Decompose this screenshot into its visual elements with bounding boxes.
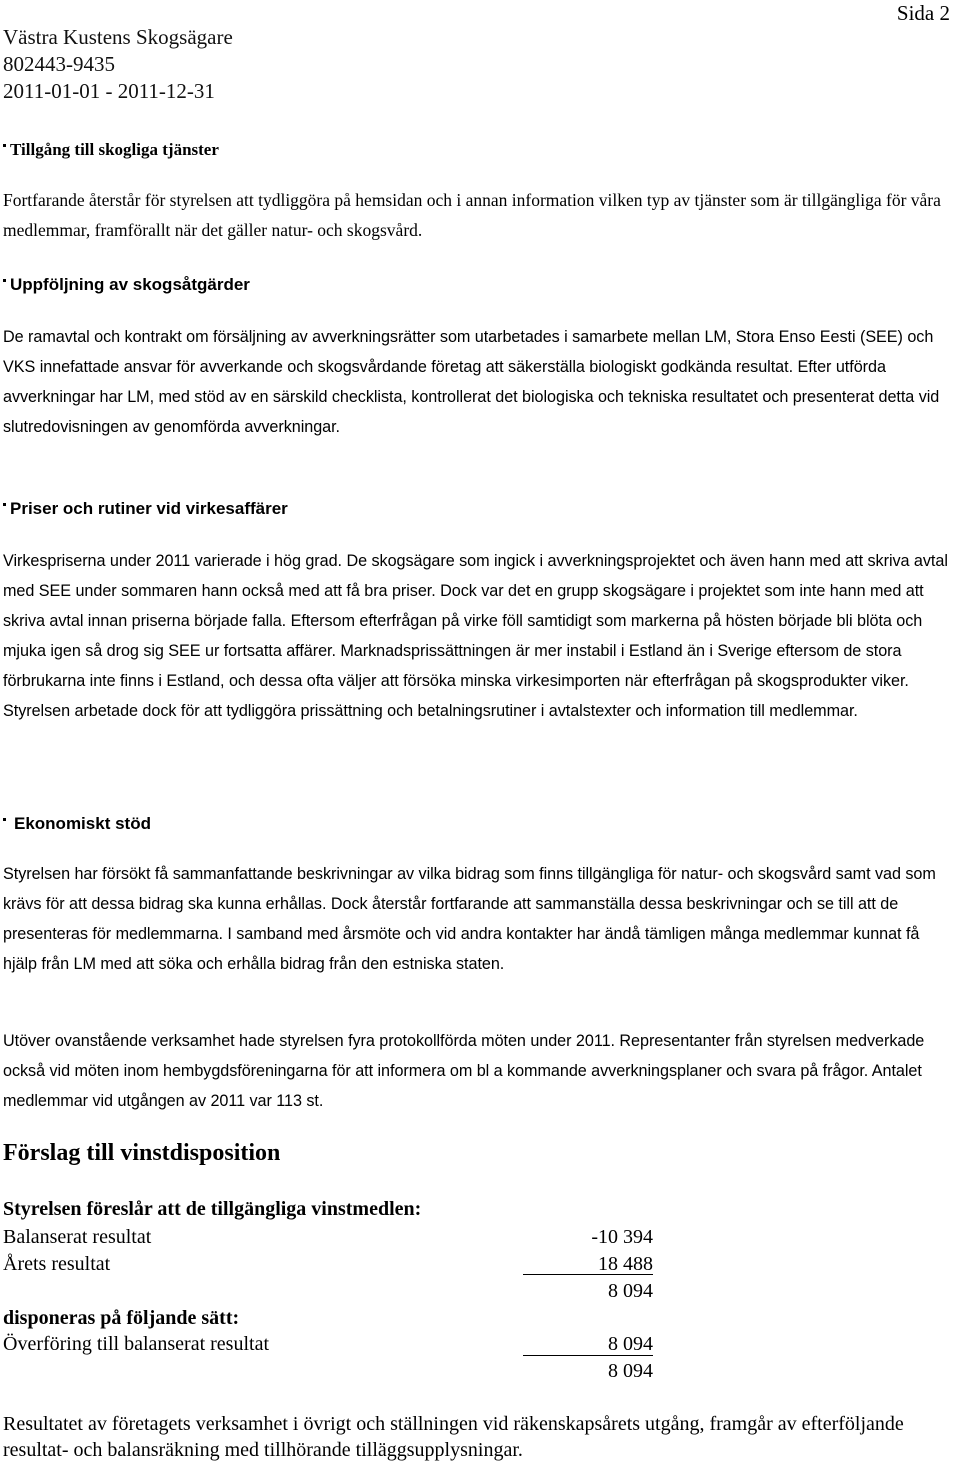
- row-value: 8 094: [608, 1360, 653, 1382]
- dispose-heading: disponeras på följande sätt:: [3, 1307, 240, 1329]
- row-label: Överföring till balanserat resultat: [3, 1333, 270, 1355]
- section-heading-prices: [3, 498, 288, 520]
- prices-paragraph: Virkespriserna under 2011 varierade i hög grad. De skogsägare som ingick i avverkningsprojektet och även hann med att skriva avtal med SEE under sommaren hann också med att få bra priser. Dock var det en grupp skogsägare i projektet som inte hann med att skriva avtal innan priserna började falla. Eftersom efterfrågan på virke föll samtidigt som markerna på hösten började bli blöta och mjuka igen så drog sig SEE ur fortsatta affärer. Marknadsprissättningen är mer instabil i Estland än i Sverige eftersom de stora förbrukarna inte finns i Estland, och dessa ofta väljer att försöka minska virkesimporten när efterfrågan på skogsprodukter viker. Styrelsen arbetade dock för att tydliggöra prissättning och betalningsrutiner i avtalstexter och information till medlemmar.: [3, 552, 948, 720]
- bullet-icon: [3, 818, 6, 821]
- section-heading-services: [3, 139, 219, 161]
- followup-paragraph: De ramavtal och kontrakt om försäljning av avverkningsrätter som utarbetades i samarbete mellan LM, Stora Enso Eesti (SEE) och VKS innefattade ansvar för avverkande och skogsvårdande företag att säkerställa biologiskt godkända resultat. Efter utförda avverkningar har LM, med stöd av en särskild checklista, kontrollerat det biologiska och tekniska resultatet och presenterat detta vid slutredovisningen av genomförda avverkningar.: [3, 328, 940, 436]
- section-heading-followup-label: Uppföljning av skogsåtgärder: [10, 275, 250, 294]
- row-value: -10 394: [591, 1226, 653, 1248]
- row-label: Årets resultat: [3, 1253, 111, 1275]
- bullet-icon: [3, 144, 6, 147]
- support-paragraph: Styrelsen har försökt få sammanfattande beskrivningar av vilka bidrag som finns tillgängliga för natur- och skogsvård samt vad som krävs för att dessa bidrag ska kunna erhållas. Dock återstår fortfarande att sammanställa dessa beskrivningar och se till att de presenteras för medlemmarna. I samband med årsmöte och vid andra kontakter har ändå tämligen många medlemmar kunnat få hjälp från LM med att söka och erhålla bidrag från den estniska staten.: [3, 865, 936, 973]
- section-heading-followup: [3, 274, 250, 296]
- disposition-subtitle: Styrelsen föreslår att de tillgängliga vinstmedlen:: [3, 1198, 422, 1220]
- sum-divider: [523, 1274, 653, 1275]
- section-heading-prices-label: Priser och rutiner vid virkesaffärer: [10, 499, 288, 518]
- row-label: Balanserat resultat: [3, 1226, 152, 1248]
- row-value: 18 488: [598, 1253, 653, 1275]
- activity-paragraph: Utöver ovanstående verksamhet hade styrelsen fyra protokollförda möten under 2011. Representanter från styrelsen medverkade också vid möten inom hembygdsföreningarna för att informera om bl a kommande avverkningsplaner och svara på frågor. Antalet medlemmar vid utgången av 2011 var 113 st.: [3, 1032, 925, 1110]
- dispose-total-row: [3, 1358, 653, 1385]
- row-value: 8 094: [608, 1280, 653, 1302]
- bullet-icon: [3, 279, 6, 282]
- fiscal-period: 2011-01-01 - 2011-12-31: [3, 79, 215, 103]
- page-number: Sida 2: [896, 1, 950, 25]
- disposition-row: [3, 1224, 653, 1251]
- section-heading-support-label: Ekonomiskt stöd: [14, 814, 151, 833]
- section-heading-support: [3, 813, 151, 835]
- disposition-total-row: [3, 1278, 653, 1305]
- company-name: Västra Kustens Skogsägare: [3, 25, 233, 49]
- disposition-title: Förslag till vinstdisposition: [3, 1140, 281, 1166]
- services-paragraph: Fortfarande återstår för styrelsen att tydliggöra på hemsidan och i annan information vilken typ av tjänster som är tillgängliga för våra medlemmar, framförallt när det gäller natur- och skogsvård.: [3, 190, 941, 240]
- closing-paragraph: Resultatet av företagets verksamhet i övrigt och ställningen vid räkenskapsårets utgång, framgår av efterföljande resultat- och balansräkning med tillhörande tilläggsupplysningar.: [3, 1413, 904, 1461]
- section-heading-services-label: Tillgång till skogliga tjänster: [10, 140, 219, 159]
- org-number: 802443-9435: [3, 52, 115, 76]
- dispose-row: [3, 1331, 653, 1358]
- row-value: 8 094: [608, 1333, 653, 1355]
- bullet-icon: [3, 503, 6, 506]
- sum-divider: [523, 1355, 653, 1356]
